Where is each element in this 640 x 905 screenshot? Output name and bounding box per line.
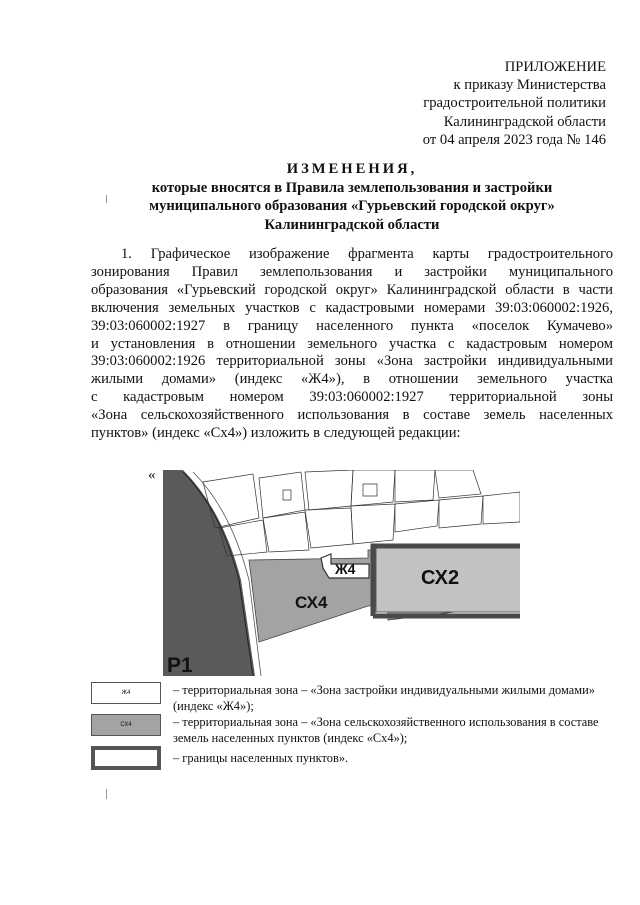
paragraph-line: «Зона сельскохозяйственного использования в составе земель населенных bbox=[91, 407, 613, 424]
paragraph-line: 39:03:060002:1927 в границу населенного пункта «поселок Кумачево» bbox=[91, 317, 613, 334]
appendix-title: ПРИЛОЖЕНИЕ bbox=[504, 59, 606, 75]
paragraph-line: включения земельных участков с кадастровыми номерами 39:03:060002:1926, bbox=[91, 299, 613, 316]
map-label-zh4: Ж4 bbox=[335, 561, 356, 577]
paragraph-line: 1. Графическое изображение фрагмента карты градостроительного bbox=[121, 246, 613, 262]
appendix-line: к приказу Министерства bbox=[453, 77, 606, 94]
scan-mark bbox=[106, 789, 107, 799]
paragraph-line: 39:03:060002:1926 территориальной зоны «Зона застройки индивидуальными bbox=[91, 353, 613, 370]
title-heading: ИЗМЕНЕНИЯ, bbox=[286, 161, 418, 177]
map-label-cx2: СХ2 bbox=[421, 567, 460, 589]
paragraph-line: образования «Гурьевский городской округ» Калининградской области в части bbox=[91, 281, 613, 298]
legend-line: – границы населенных пунктов». bbox=[173, 751, 349, 765]
legend-text-zh4 bbox=[173, 682, 633, 714]
title-line: которые вносятся в Правила землепользования и застройки bbox=[151, 179, 553, 196]
appendix-header bbox=[423, 58, 606, 149]
paragraph-line: жилыми домами» (индекс «Ж4»), в отношении земельного участка bbox=[91, 371, 613, 388]
map-label-p1: Р1 bbox=[167, 654, 193, 676]
paragraph-1 bbox=[91, 246, 613, 443]
legend-swatch-cx4: СХ4 bbox=[91, 714, 161, 736]
title-line: муниципального образования «Гурьевский городской округ» bbox=[149, 198, 555, 215]
zoning-map-svg bbox=[163, 470, 520, 676]
appendix-date: от 04 апреля 2023 года № 146 bbox=[422, 131, 606, 148]
paragraph-line: пунктов» (индекс «Сх4») изложить в следующей редакции: bbox=[91, 425, 461, 442]
legend-line: земель населенных пунктов (индекс «Сх4»); bbox=[173, 731, 408, 745]
legend-swatch-zh4: Ж4 bbox=[91, 682, 161, 704]
paragraph-line: и установления в отношении земельного участка с кадастровым номером bbox=[91, 335, 613, 352]
appendix-line: Калининградской области bbox=[443, 113, 606, 130]
legend-line: (индекс «Ж4»); bbox=[173, 699, 254, 713]
appendix-line: градостроительной политики bbox=[423, 95, 606, 112]
open-quote: « bbox=[148, 467, 156, 483]
legend-line: – территориальная зона – «Зона застройки индивидуальными жилыми домами» bbox=[173, 683, 595, 697]
legend-line: – территориальная зона – «Зона сельскохозяйственного использования в составе bbox=[173, 715, 599, 729]
legend-swatch-border bbox=[91, 746, 161, 770]
document-title bbox=[60, 160, 640, 234]
title-line: Калининградской области bbox=[264, 216, 440, 233]
zoning-map bbox=[163, 470, 520, 676]
paragraph-line: с кадастровым номером 39:03:060002:1927 территориальной зоны bbox=[91, 389, 613, 406]
legend-text-border bbox=[173, 750, 633, 766]
scan-mark bbox=[106, 195, 107, 203]
map-label-cx4: СХ4 bbox=[295, 593, 328, 612]
legend-text-cx4 bbox=[173, 714, 633, 746]
paragraph-line: зонирования Правил землепользования и застройки муниципального bbox=[91, 263, 613, 280]
